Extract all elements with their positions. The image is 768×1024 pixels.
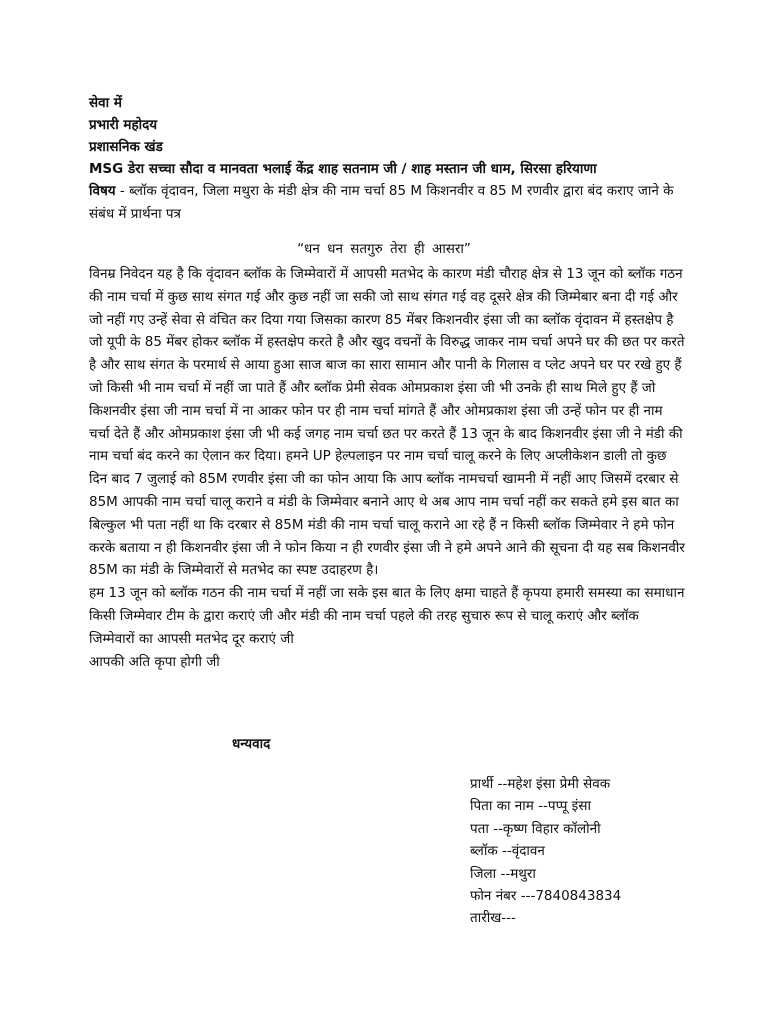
address-line: पता --कृष्ण विहार कॉलोनी [470, 820, 601, 837]
date-line: तारीख--- [470, 910, 516, 927]
signature-block [470, 773, 740, 930]
closing-line: आपकी अति कृपा होगी जी [89, 653, 220, 670]
slogan: “धन धन सतगुरु तेरा ही आसरा” [297, 241, 471, 257]
organization-line: MSG डेरा सच्चा सौदा व मानवता भलाई केंद्र शाह सतनाम जी / शाह मस्तान जी धाम, सिरसा हरियाणा [89, 161, 597, 177]
phone-line: फोन नंबर ---7840843834 [470, 888, 622, 905]
body-paragraph-1: विनम्र निवेदन यह है कि वृंदावन ब्लॉक के जिम्मेवारों में आपसी मतभेद के कारण मंडी चौराह क्षेत्र से 13 जून को ब्लॉक गठन की नाम चर्चा में कुछ साथ संगत गई और कुछ नहीं जा सकी जो साथ संगत गई वह दूसरे क्षेत्र की जिम्मेबार बना दी गई और जो नहीं गए उन्हें सेवा से वंचित कर दिया गया जिसका कारण 85 मेंबर किशनवीर इंसा जी का ब्लॉक वृंदावन में हस्तक्षेप है जो यूपी के 85 मेंबर होकर ब्लॉक में हस्तक्षेप करते है और खुद वचनों के विरुद्ध जाकर नाम चर्चा अपने घर की छत पर करते है और साथ संगत के परमार्थ से आया हुआ साज बाज का सारा सामान और पानी के गिलास व प्लेट अपने घर पर रखे हुए हैं जो किसी भी नाम चर्चा में नहीं जा पाते हैं और ब्लॉक प्रेमी सेवक ओमप्रकाश इंसा जी भी उनके ही साथ मिले हुए हैं जो किशनवीर इंसा जी नाम चर्चा में ना आकर फोन पर ही नाम चर्चा मांगते हैं और ओमप्रकाश इंसा जी उन्हें फोन पर ही नाम चर्चा देते हैं और ओमप्रकाश इंसा जी भी कई जगह नाम चर्चा छत पर करते हैं 13 जून के बाद किशनवीर इंसा जी ने मंडी की नाम चर्चा बंद करने का ऐलान कर दिया। हमने UP हेल्पलाइन पर नाम चर्चा चालू करने के लिए अप्लीकेशन डाली तो कुछ दिन बाद 7 जुलाई को 85M रणवीर इंसा जी का फोन आया कि आप ब्लॉक नामचर्चा खामनी में नहीं आए जिसमें दरबार से 85M आपकी नाम चर्चा चालू कराने व मंडी के जिम्मेवार बनाने आए थे अब आप नाम चर्चा नहीं कर सकते हमे इस बात का बिल्कुल भी पता नहीं था कि दरबार से 85M मंडी की नाम चर्चा चालू कराने आ रहे हैं न किसी ब्लॉक जिम्मेवार ने हमे फोन करके बताया न ही किशनवीर इंसा जी ने फोन किया न ही रणवीर इंसा जी ने हमे अपने आने की सूचना दी यह सब किशनवीर 85M का मंडी के जिम्मेवारों से मतभेद का स्पष्ट उदाहरण है। [89, 266, 685, 579]
letter-body [89, 263, 687, 673]
thanks-line: धन्यवाद [232, 736, 271, 752]
recipient-department: प्रशासनिक खंड [89, 139, 163, 155]
subject-label: विषय [89, 183, 116, 199]
salutation-line: सेवा में [89, 95, 122, 111]
district-line: जिला --मथुरा [470, 865, 536, 882]
applicant-line: प्रार्थी --महेश इंसा प्रेमी सेवक [470, 776, 611, 792]
subject-line [89, 180, 695, 225]
block-line: ब्लॉक --वृंदावन [470, 843, 545, 860]
body-paragraph-2: हम 13 जून को ब्लॉक गठन की नाम चर्चा में नहीं जा सके इस बात के लिए क्षमा चाहते हैं कृपया हमारी समस्या का समाधान किसी जिम्मेवार टीम के द्वारा कराएं जी और मंडी की नाम चर्चा पहले की तरह सुचारु रूप से चालू कराएं और ब्लॉक जिम्मेवारों का आपसी मतभेद दूर कराएं जी [89, 585, 685, 647]
addressee-block [89, 92, 729, 180]
recipient-title: प्रभारी महोदय [89, 117, 158, 133]
subject-text: - ब्लॉक वृंदावन, जिला मथुरा के मंडी क्षेत्र की नाम चर्चा 85 M किशनवीर व 85 M रणवीर द्वारा बंद कराए जाने के संबंध में प्रार्थना पत्र [89, 183, 674, 222]
father-name-line: पिता का नाम --पप्पू इंसा [470, 798, 591, 815]
